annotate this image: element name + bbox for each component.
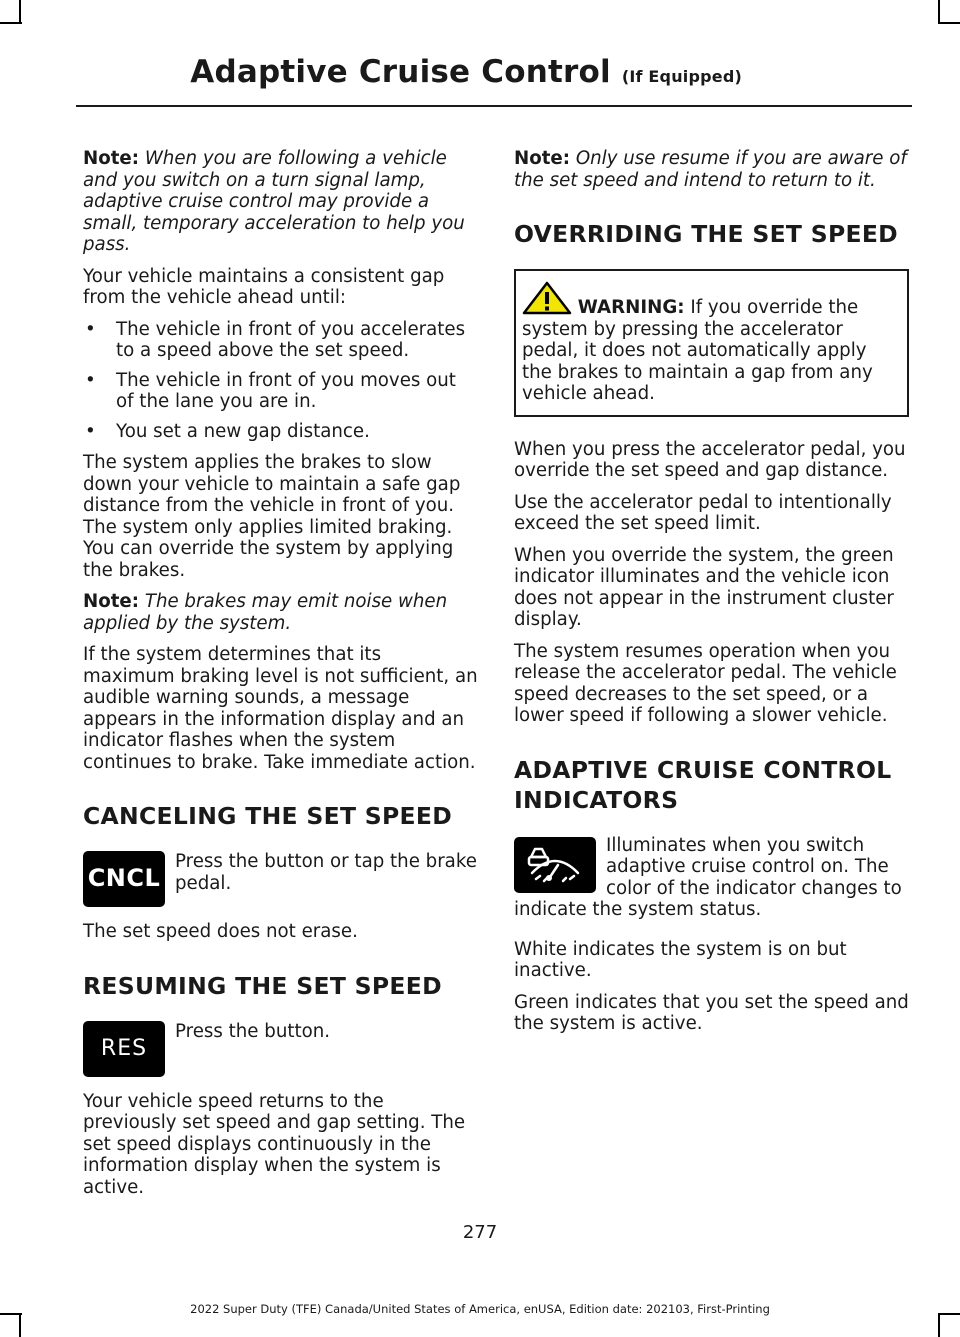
override-paragraph-2: Use the accelerator pedal to intentionally exceed the set speed limit. xyxy=(514,491,892,534)
page-number: 277 xyxy=(462,1222,498,1243)
max-braking-paragraph: If the system determines that its maximum braking level is not sufficient, an audible warning sounds, a message appears in the information display and an indicator flashes when the system continues to brake. Take immediate action. xyxy=(83,644,478,773)
warning-box xyxy=(514,269,909,417)
res-button-icon: RES xyxy=(83,1021,165,1077)
list-item: • The vehicle in front of you accelerates to a speed above the set speed. xyxy=(83,319,478,362)
cncl-button-icon: CNCL xyxy=(83,851,165,907)
note-text: Only use resume if you are aware of the set speed and intend to return to it. xyxy=(514,148,907,191)
section-heading-overriding: OVERRIDING THE SET SPEED xyxy=(514,220,898,248)
list-item: • You set a new gap distance. xyxy=(83,421,478,443)
note-label: Note: xyxy=(514,148,571,169)
footer-edition-info: 2022 Super Duty (TFE) Canada/United States of America, enUSA, Edition date: 202103, First-Printing xyxy=(190,1302,770,1316)
crop-mark xyxy=(938,22,960,24)
indicator-description: Illuminates when you switch adaptive cruise control on. The color of the indicator changes to indicate the system status. xyxy=(514,834,902,920)
green-indicator-paragraph: Green indicates that you set the speed and the system is active. xyxy=(514,991,909,1034)
warning-text: If you override the system by pressing the accelerator pedal, it does not automatically apply the brakes to maintain a gap from any vehicle ahead. xyxy=(522,297,873,404)
adaptive-cruise-indicator-icon xyxy=(514,837,596,893)
resume-instruction-text: Press the button. xyxy=(175,1020,331,1042)
warning-label: WARNING: xyxy=(577,297,685,318)
resume-instruction xyxy=(83,1021,478,1077)
white-indicator-paragraph: White indicates the system is on but inactive. xyxy=(514,938,847,981)
section-heading-canceling: CANCELING THE SET SPEED xyxy=(83,802,453,830)
section-heading-indicators xyxy=(514,755,909,815)
right-column xyxy=(514,148,909,1045)
gap-intro-paragraph: Your vehicle maintains a consistent gap from the vehicle ahead until: xyxy=(83,265,445,308)
gap-conditions-list xyxy=(83,319,478,443)
crop-mark xyxy=(938,1315,940,1337)
section-heading-resuming: RESUMING THE SET SPEED xyxy=(83,971,442,1000)
header-title-text: Adaptive Cruise Control xyxy=(190,54,611,90)
left-column xyxy=(83,148,478,1208)
override-paragraph-3: When you override the system, the green indicator illuminates and the vehicle icon does not appear in the instrument cluster display. xyxy=(514,544,894,630)
page-header-title xyxy=(190,54,742,90)
heading-line-2: INDICATORS xyxy=(514,785,679,814)
override-paragraph-1: When you press the accelerator pedal, you override the set speed and gap distance. xyxy=(514,438,906,481)
crop-mark xyxy=(19,0,21,22)
note-turn-signal xyxy=(83,148,478,256)
cancel-instruction-text: Press the button or tap the brake pedal. xyxy=(175,851,477,894)
warning-triangle-icon xyxy=(522,281,572,315)
note-text: The brakes may emit noise when applied by the system. xyxy=(83,591,448,634)
note-label: Note: xyxy=(83,148,140,169)
note-text: When you are following a vehicle and you switch on a turn signal lamp, adaptive cruise control may provide a small, temporary acceleration to help you pass. xyxy=(83,148,465,255)
car-gauge-icon xyxy=(522,843,588,887)
heading-line-1: ADAPTIVE CRUISE CONTROL xyxy=(514,755,892,784)
list-item: • The vehicle in front of you moves out of the lane you are in. xyxy=(83,370,478,413)
header-divider xyxy=(76,105,912,107)
header-qualifier: (If Equipped) xyxy=(621,67,742,86)
cancel-instruction xyxy=(83,851,478,907)
crop-mark xyxy=(19,1315,21,1337)
cancel-note-paragraph: The set speed does not erase. xyxy=(83,921,358,942)
resume-paragraph: Your vehicle speed returns to the previously set speed and gap setting. The set speed displays continuously in the information display when the system is active. xyxy=(83,1090,466,1198)
crop-mark xyxy=(938,0,940,22)
brakes-paragraph: The system applies the brakes to slow down your vehicle to maintain a safe gap distance from the vehicle in front of you. The system only applies limited braking. You can override the system by applying the brakes. xyxy=(83,452,461,581)
override-paragraph-4: The system resumes operation when you release the accelerator pedal. The vehicle speed decreases to the set speed, or a lower speed if following a slower vehicle. xyxy=(514,640,897,726)
note-label: Note: xyxy=(83,591,140,612)
note-resume xyxy=(514,148,909,191)
note-brakes-noise xyxy=(83,591,478,634)
crop-mark xyxy=(0,22,22,24)
